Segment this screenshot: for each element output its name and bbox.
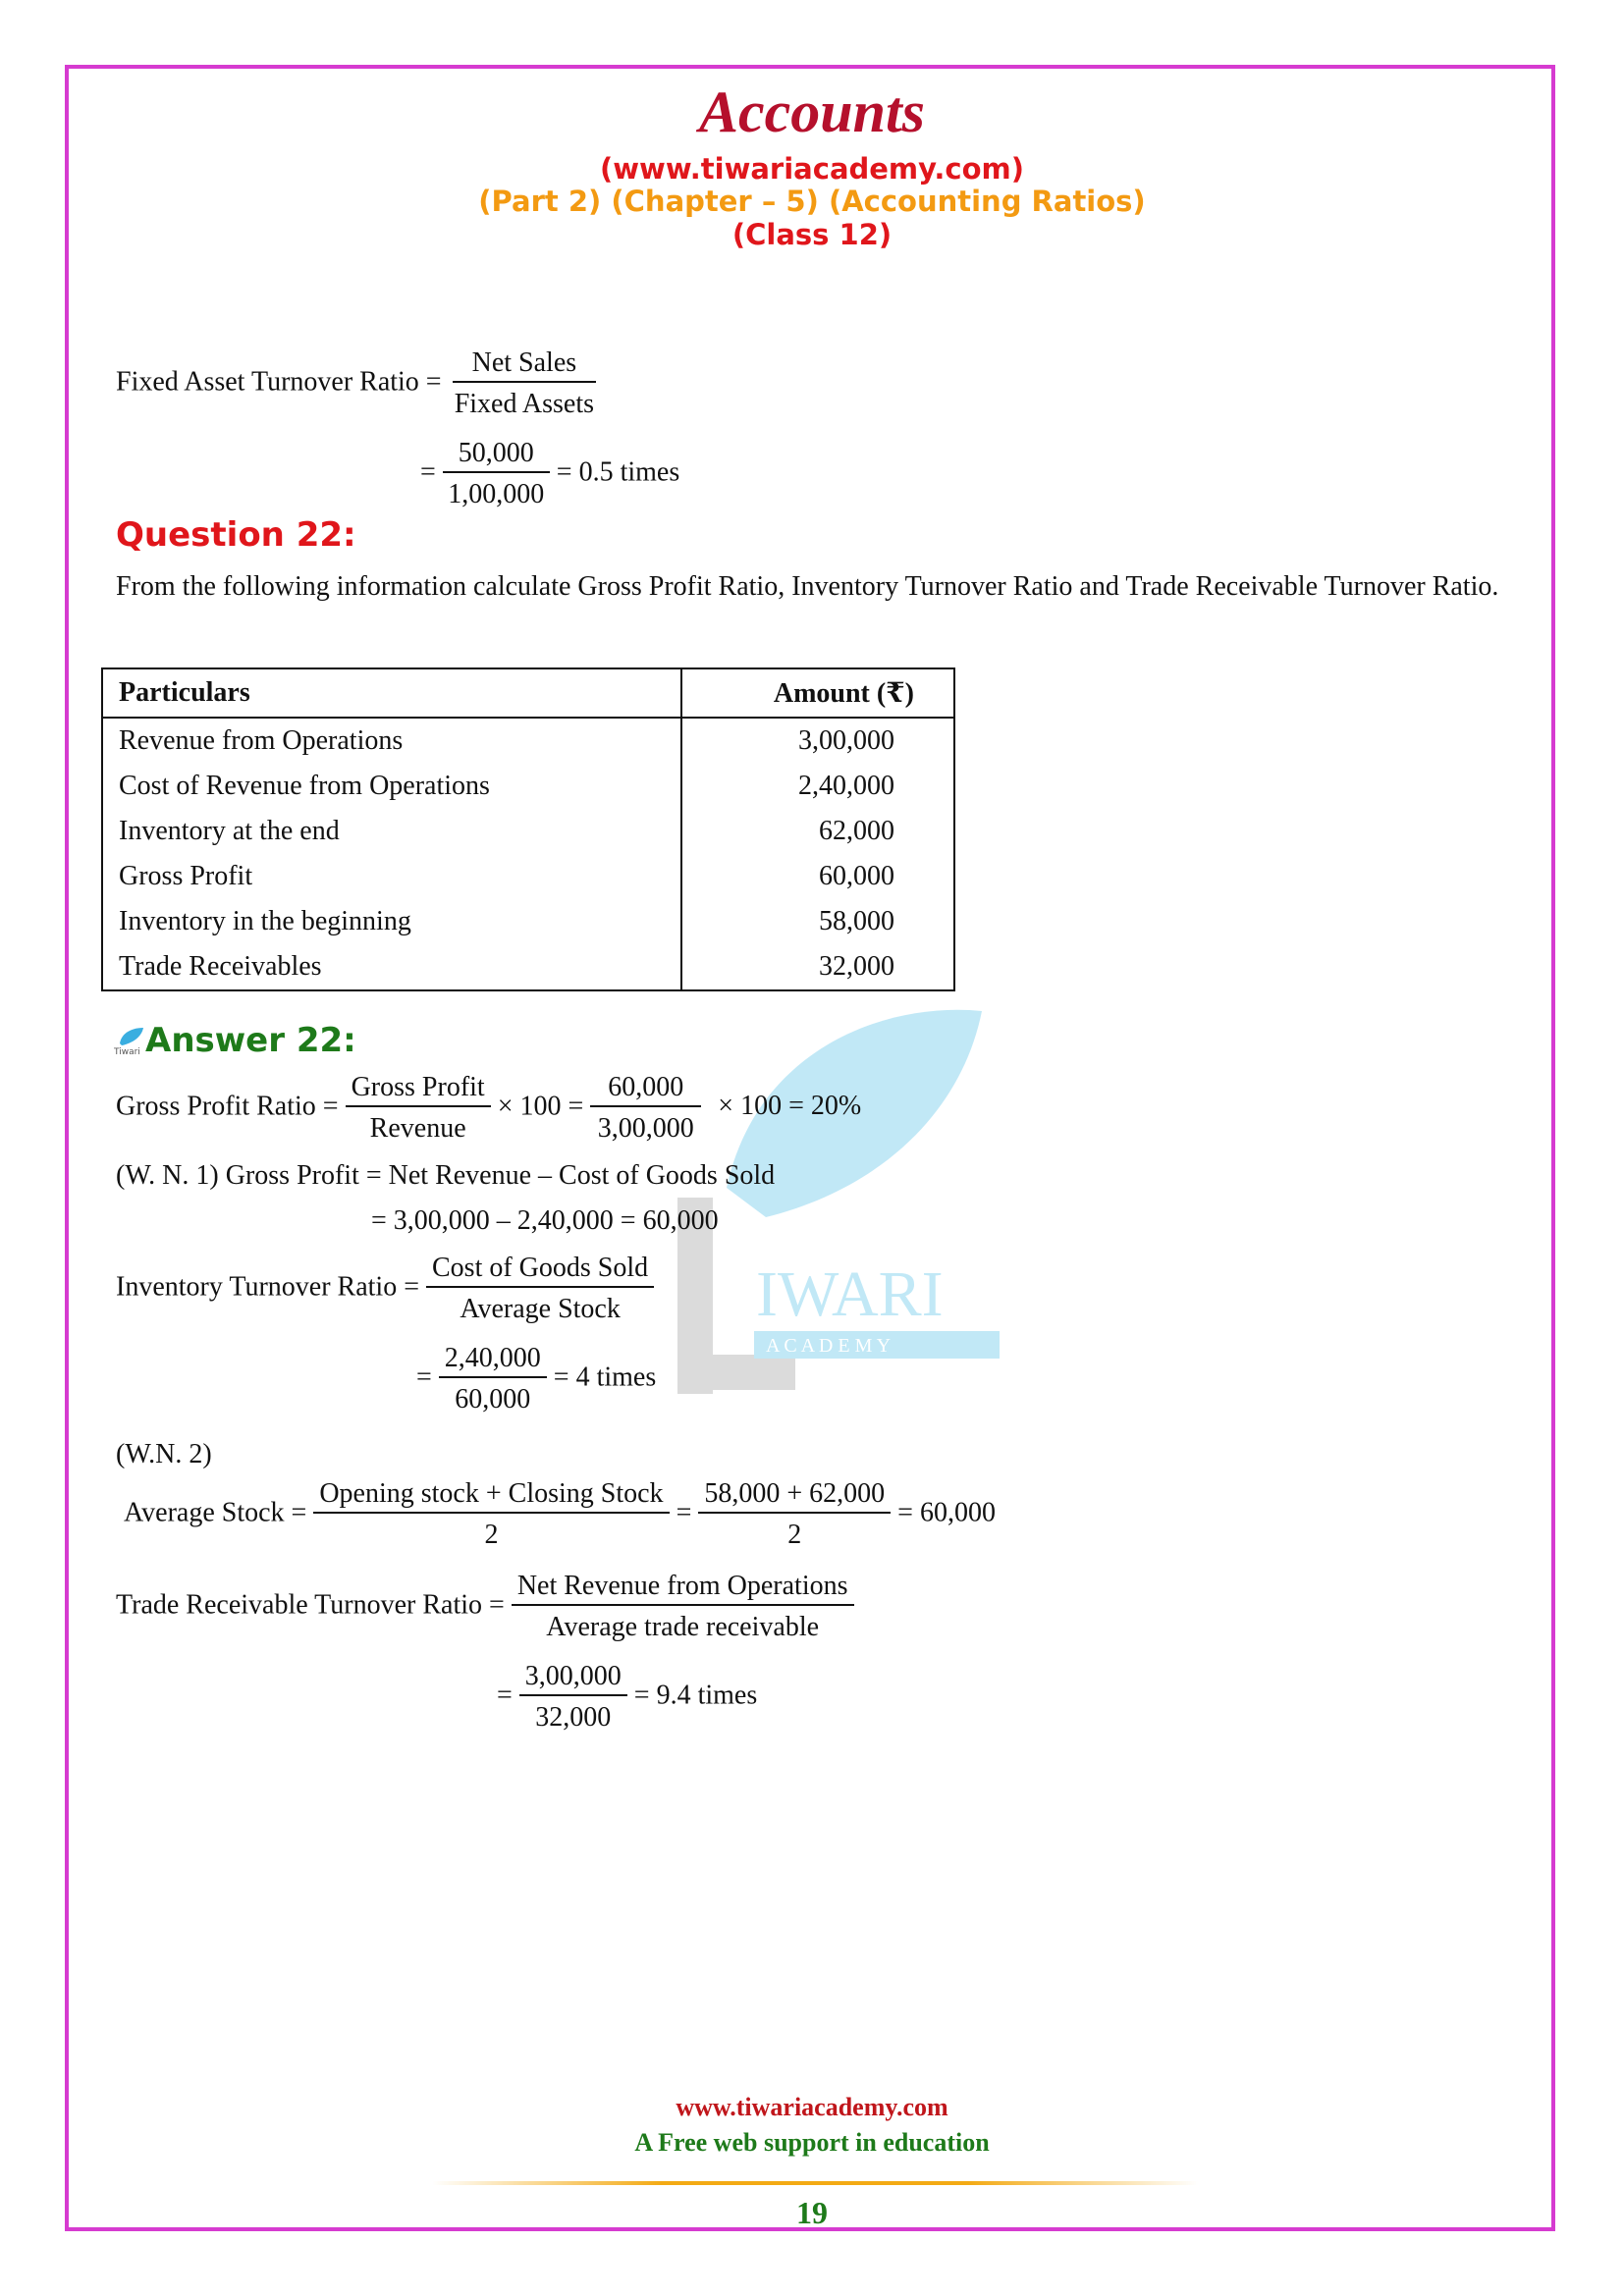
average-stock-fraction-2: [698, 1478, 891, 1551]
gross-profit-label: Gross Profit Ratio =: [116, 1091, 339, 1122]
inventory-turnover-denominator-2: 60,000: [455, 1384, 531, 1415]
row-particular: Inventory in the beginning: [102, 899, 681, 944]
row-particular: Gross Profit: [102, 854, 681, 899]
watermark-word: IWARI: [756, 1258, 944, 1330]
fixed-asset-denominator-2: 1,00,000: [448, 479, 545, 509]
trade-receivable-calculation: [497, 1661, 757, 1734]
average-stock-numerator: Opening stock + Closing Stock: [313, 1478, 669, 1514]
trade-receivable-fraction-2: [519, 1661, 627, 1734]
average-stock-eq: =: [676, 1497, 692, 1528]
average-stock-label: Average Stock =: [124, 1497, 307, 1528]
working-note-1: (W. N. 1) Gross Profit = Net Revenue – Cost of Goods Sold: [116, 1160, 776, 1191]
table-header-row: [102, 668, 954, 718]
row-amount: 3,00,000: [681, 718, 954, 764]
inventory-turnover-result: = 4 times: [553, 1362, 657, 1393]
data-table: [101, 667, 955, 991]
header-amount: Amount (₹): [681, 668, 954, 718]
row-amount: 60,000: [681, 854, 954, 899]
inventory-turnover-numerator: Cost of Goods Sold: [426, 1253, 654, 1288]
average-stock-fraction: [313, 1478, 669, 1551]
gross-profit-numerator-2: 60,000: [590, 1072, 701, 1107]
fixed-asset-formula: [116, 347, 596, 420]
average-stock-denominator-2: 2: [787, 1520, 802, 1550]
website-subtitle: (www.tiwariacademy.com): [599, 152, 1024, 186]
footer-tagline: A Free web support in education: [634, 2128, 990, 2157]
gross-profit-fraction-2: [590, 1072, 701, 1145]
row-particular: Inventory at the end: [102, 809, 681, 854]
watermark-sub: A C A D E M Y: [766, 1335, 892, 1357]
badge-text: Tiwari: [114, 1047, 140, 1055]
inventory-turnover-label: Inventory Turnover Ratio =: [116, 1271, 419, 1303]
fixed-asset-result: = 0.5 times: [556, 456, 680, 488]
footer-website-link[interactable]: www.tiwariacademy.com: [676, 2093, 948, 2121]
gross-profit-formula: [116, 1072, 861, 1145]
gross-profit-result: × 100 = 20%: [718, 1091, 862, 1122]
average-stock-denominator: 2: [484, 1520, 499, 1550]
working-note-1-calc: = 3,00,000 – 2,40,000 = 60,000: [371, 1205, 719, 1236]
trade-receivable-eq: =: [497, 1680, 513, 1711]
inventory-turnover-calculation: [416, 1343, 656, 1415]
answer-heading: Answer 22:: [145, 1021, 356, 1060]
gross-profit-mult: × 100 =: [497, 1091, 584, 1122]
row-particular: Cost of Revenue from Operations: [102, 764, 681, 809]
trade-receivable-result: = 9.4 times: [633, 1680, 758, 1711]
table-row: [102, 899, 954, 944]
inventory-turnover-denominator: Average Stock: [460, 1294, 621, 1324]
tiwari-badge-icon: [114, 1026, 145, 1055]
gross-profit-fraction: [346, 1072, 491, 1145]
fixed-asset-numerator-2: 50,000: [443, 438, 550, 473]
trade-receivable-denominator: Average trade receivable: [546, 1612, 820, 1642]
fixed-asset-fraction-2: [443, 438, 550, 510]
row-amount: 58,000: [681, 899, 954, 944]
trade-receivable-denominator-2: 32,000: [535, 1702, 612, 1733]
average-stock-formula: [124, 1478, 996, 1551]
average-stock-result: = 60,000: [897, 1497, 996, 1528]
trade-receivable-label: Trade Receivable Turnover Ratio =: [116, 1589, 505, 1621]
fixed-asset-numerator: Net Sales: [453, 347, 597, 383]
inventory-turnover-numerator-2: 2,40,000: [439, 1343, 547, 1378]
table-row: [102, 809, 954, 854]
trade-receivable-numerator-2: 3,00,000: [519, 1661, 627, 1696]
page-title: Accounts: [698, 80, 926, 144]
inventory-turnover-fraction: [426, 1253, 654, 1325]
trade-receivable-numerator: Net Revenue from Operations: [512, 1571, 854, 1606]
row-particular: Trade Receivables: [102, 944, 681, 990]
footer-divider: [432, 2181, 1198, 2185]
row-amount: 62,000: [681, 809, 954, 854]
header-particulars: Particulars: [102, 668, 681, 718]
tiwari-watermark-logo: [668, 991, 1021, 1404]
inventory-turnover-formula: [116, 1253, 654, 1325]
row-amount: 32,000: [681, 944, 954, 990]
inventory-turnover-fraction-2: [439, 1343, 547, 1415]
fixed-asset-calculation: [420, 438, 679, 510]
answer-heading-row: [114, 1021, 356, 1060]
table-row: [102, 718, 954, 764]
trade-receivable-fraction: [512, 1571, 854, 1643]
question-text: From the following information calculate Gross Profit Ratio, Inventory Turnover Ratio and Trade Receivable Turnover Ratio.: [116, 571, 1499, 602]
table-row: [102, 764, 954, 809]
row-amount: 2,40,000: [681, 764, 954, 809]
gross-profit-denominator: Revenue: [369, 1113, 466, 1144]
inventory-turnover-eq: =: [416, 1362, 432, 1393]
chapter-subtitle: (Part 2) (Chapter – 5) (Accounting Ratios): [478, 185, 1146, 218]
fixed-asset-denominator: Fixed Assets: [454, 389, 595, 419]
class-subtitle: (Class 12): [731, 218, 893, 251]
working-note-2: (W.N. 2): [116, 1439, 212, 1469]
fixed-asset-label: Fixed Asset Turnover Ratio =: [116, 366, 442, 398]
gross-profit-numerator: Gross Profit: [346, 1072, 491, 1107]
fixed-asset-eq: =: [420, 456, 436, 488]
average-stock-numerator-2: 58,000 + 62,000: [698, 1478, 891, 1514]
question-heading: Question 22:: [116, 515, 356, 555]
gross-profit-denominator-2: 3,00,000: [597, 1113, 694, 1144]
page-number: 19: [796, 2195, 828, 2230]
row-particular: Revenue from Operations: [102, 718, 681, 764]
trade-receivable-formula: [116, 1571, 854, 1643]
table-row: [102, 944, 954, 990]
table-row: [102, 854, 954, 899]
fixed-asset-fraction: [453, 347, 597, 420]
